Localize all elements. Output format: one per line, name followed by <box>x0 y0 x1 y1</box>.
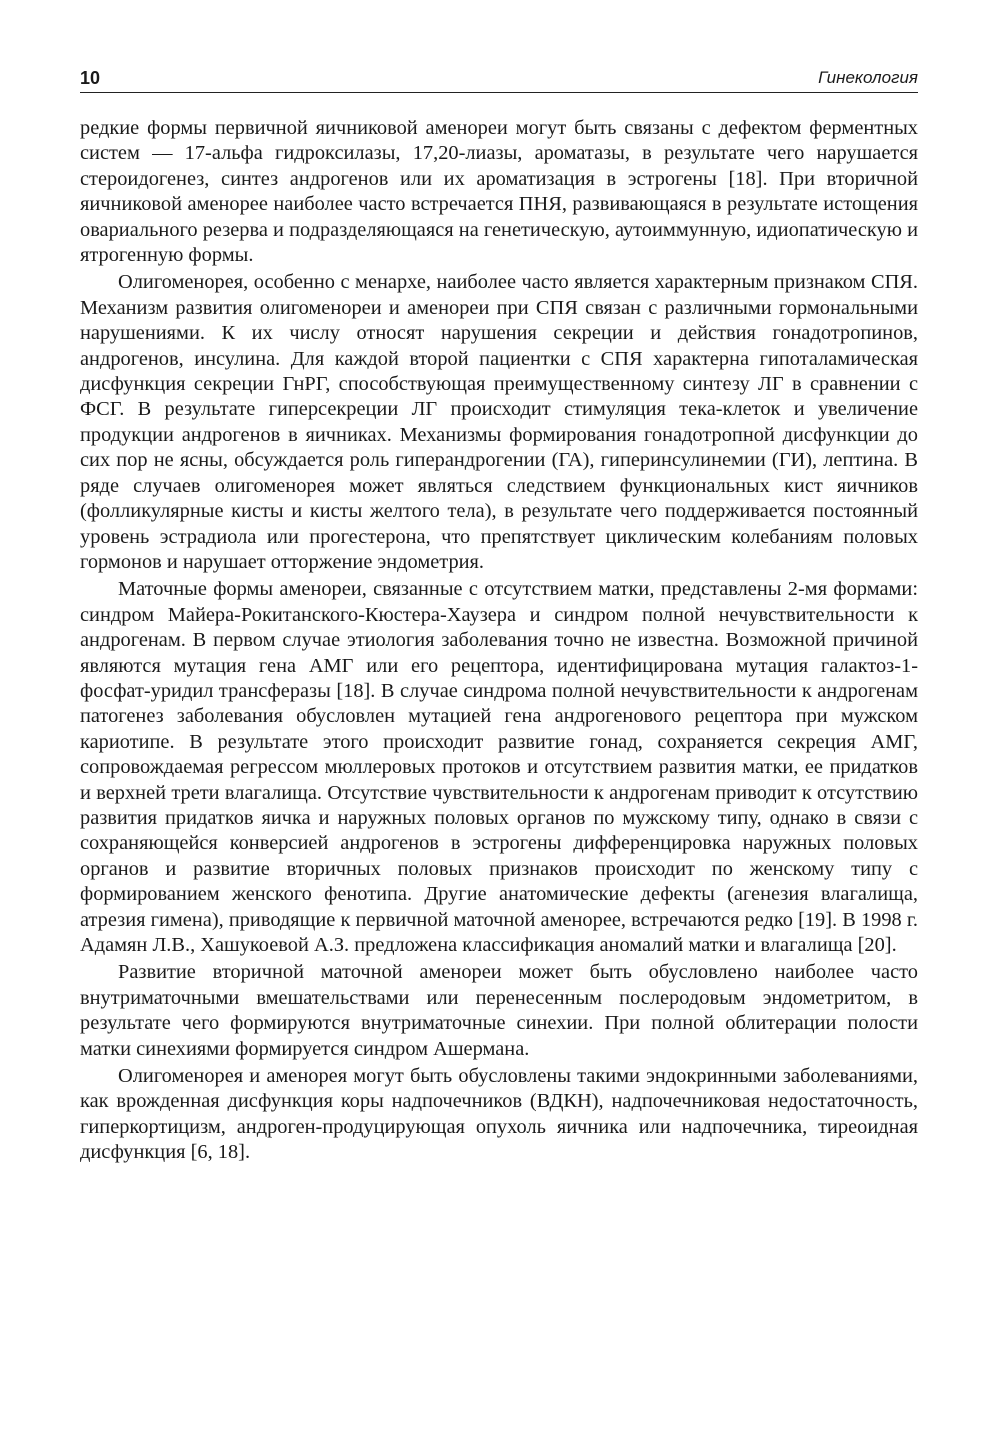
paragraph-secondary-uterine-amenorrhea: Развитие вторичной маточной аменореи может быть обусловлено наиболее часто внутриматочными вмешательствами или перенесенным послеродовым эндометритом, в результате чего формируются внутриматочные синехии. При полной облитерации полости матки синехиями формируется синдром Ашермана. <box>80 961 918 1060</box>
body-text <box>80 116 918 1168</box>
page-number: 10 <box>80 68 101 88</box>
page-header <box>80 66 918 93</box>
paragraph-endocrine-causes: Олигоменорея и аменорея могут быть обусловлены такими эндокринными заболеваниями, как врожденная дисфункция коры надпочечников (ВДКН), надпочечниковая недостаточность, гиперкортицизм, андроген-продуцирующая опухоль яичника или надпочечника, тиреоидная дисфункция [6, 18]. <box>80 1065 918 1164</box>
paragraph-continuation: редкие формы первичной яичниковой аменореи могут быть связаны с дефектом ферментных систем — 17-альфа гидроксилазы, 17,20-лиазы, ароматазы, в результате чего нарушается стероидогенез, синтез андрогенов или их ароматизация в эстрогены [18]. При вторичной яичниковой аменорее наиболее часто встречается ПНЯ, развивающаяся в результате истощения овариального резерва и подразделяющаяся на генетическую, аутоиммунную, идиопатическую и ятрогенную формы. <box>80 117 918 267</box>
running-title: Гинекология <box>818 68 918 87</box>
paragraph-uterine-amenorrhea: Маточные формы аменореи, связанные с отсутствием матки, представлены 2-мя формами: синдром Майера-Рокитанского-Кюстера-Хаузера и синдром полной нечувствительности к андрогенам. В первом случае этиология заболевания точно не известна. Возможной причиной являются мутация гена АМГ или его рецептора, идентифицирована мутация галактоз-1-фосфат-уридил трансферазы [18]. В случае синдрома полной нечувствительности к андрогенам патогенез заболевания обусловлен мутацией гена андрогенового рецептора при мужском кариотипе. В результате этого происходит развитие гонад, сохраняется секреция АМГ, сопровождаемая регрессом мюллеровых протоков и отсутствием развития матки, ее придатков и верхней трети влагалища. Отсутствие чувствительности к андрогенам приводит к отсутствию развития придатков яичка и наружных половых органов по мужскому типу, однако в связи с сохраняющейся конверсией андрогенов в эстрогены дифференцировка наружных половых органов и развитие вторичных половых признаков происходит по женскому типу с формированием женского фенотипа. Другие анатомические дефекты (агенезия влагалища, атрезия гимена), приводящие к первичной маточной аменорее, встречаются редко [19]. В 1998 г. Адамян Л.В., Хашукоевой А.З. предложена классификация аномалий матки и влагалища [20]. <box>80 578 918 956</box>
paragraph-oligomenorrhea-pcos: Олигоменорея, особенно с менархе, наиболее часто является характерным признаком СПЯ. Механизм развития олигоменореи и аменореи при СПЯ связан с различными гормональными нарушениями. К их числу относят нарушения секреции и действия гонадотропинов, андрогенов, инсулина. Для каждой второй пациентки с СПЯ характерна гипоталамическая дисфункция секреции ГнРГ, способствующая преимущественному синтезу ЛГ в сравнении с ФСГ. В результате гиперсекреции ЛГ происходит стимуляция тека-клеток и увеличение продукции андрогенов в яичниках. Механизмы формирования гонадотропной дисфункции до сих пор не ясны, обсуждается роль гиперандрогении (ГА), гиперинсулинемии (ГИ), лептина. В ряде случаев олигоменорея может являться следствием функциональных кист яичников (фолликулярные кисты и кисты желтого тела), в результате чего поддерживается постоянный уровень эстрадиола или прогестерона, что препятствует циклическим колебаниям половых гормонов и нарушает отторжение эндометрия. <box>80 271 918 573</box>
